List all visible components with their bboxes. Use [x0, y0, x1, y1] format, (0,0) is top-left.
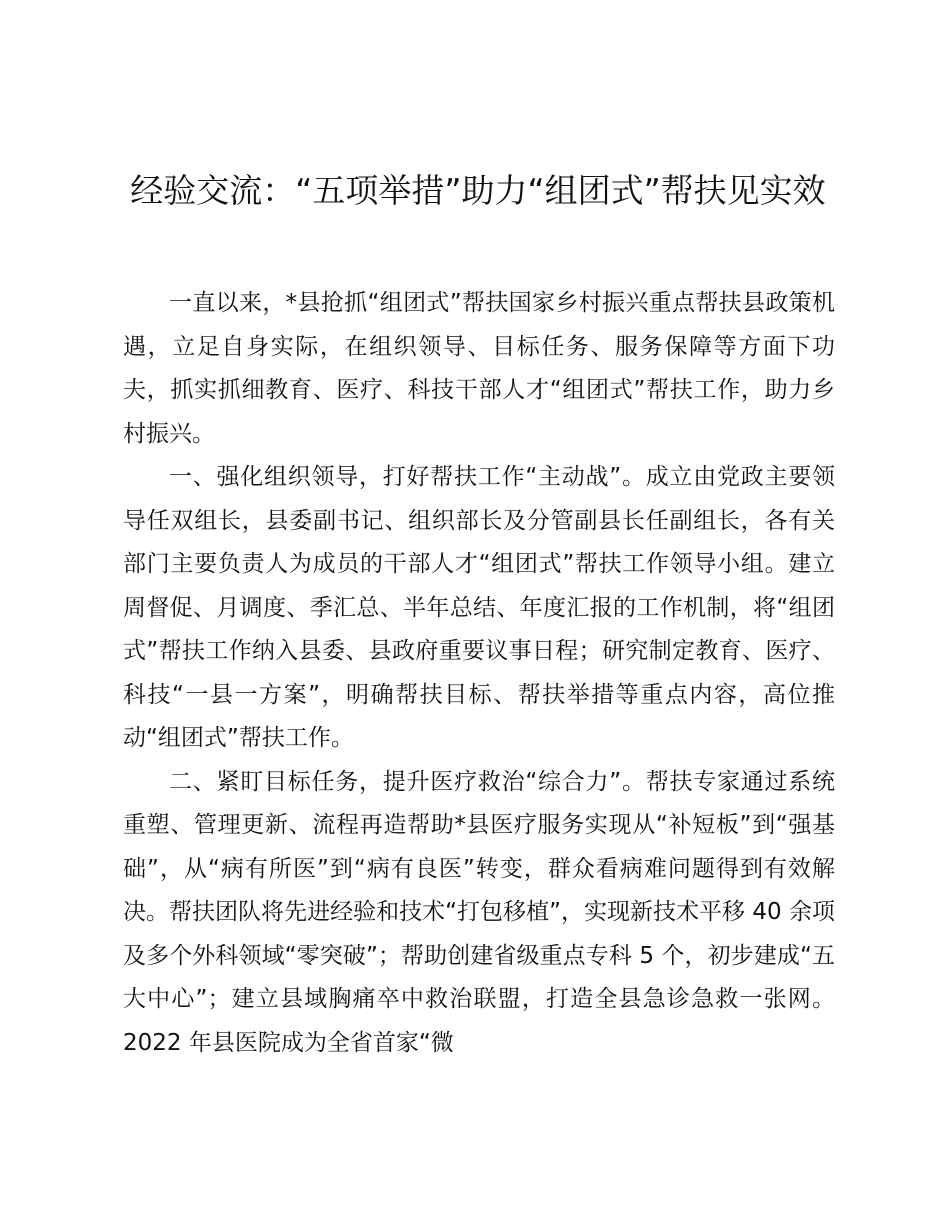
- intro-paragraph: 一直以来，*县抢抓“组团式”帮扶国家乡村振兴重点帮扶县政策机遇，立足自身实际，在组织领导、目标任务、服务保障等方面下功夫，抓实抓细教育、医疗、科技干部人才“组团式”帮扶工作，助力乡村振兴。: [123, 290, 835, 447]
- section-two-paragraph: 二、紧盯目标任务，提升医疗救治“综合力”。帮扶专家通过系统重塑、管理更新、流程再造帮助*县医疗服务实现从“补短板”到“强基础”，从“病有所医”到“病有良医”转变，群众看病难问题得到有效解决。帮扶团队将先进经验和技术“打包移植”，实现新技术平移 40 余项及多个外科领域“零突破”；帮助创建省级重点专科 5 个，初步建成“五大中心”；建立县域胸痛卒中救治联盟，打造全县急诊急救一张网。2022 年县医院成为全省首家“微: [123, 768, 835, 1056]
- section-one-paragraph: 一、强化组织领导，打好帮扶工作“主动战”。成立由党政主要领导任双组长，县委副书记、组织部长及分管副县长任副组长，各有关部门主要负责人为成员的干部人才“组团式”帮扶工作领导小组。建立周督促、月调度、季汇总、半年总结、年度汇报的工作机制，将“组团式”帮扶工作纳入县委、县政府重要议事日程；研究制定教育、医疗、科技“一县一方案”，明确帮扶目标、帮扶举措等重点内容，高位推动“组团式”帮扶工作。: [123, 464, 835, 751]
- document-title: 经验交流：“五项举措”助力“组团式”帮扶见实效: [130, 171, 826, 210]
- document-body: [123, 282, 835, 1065]
